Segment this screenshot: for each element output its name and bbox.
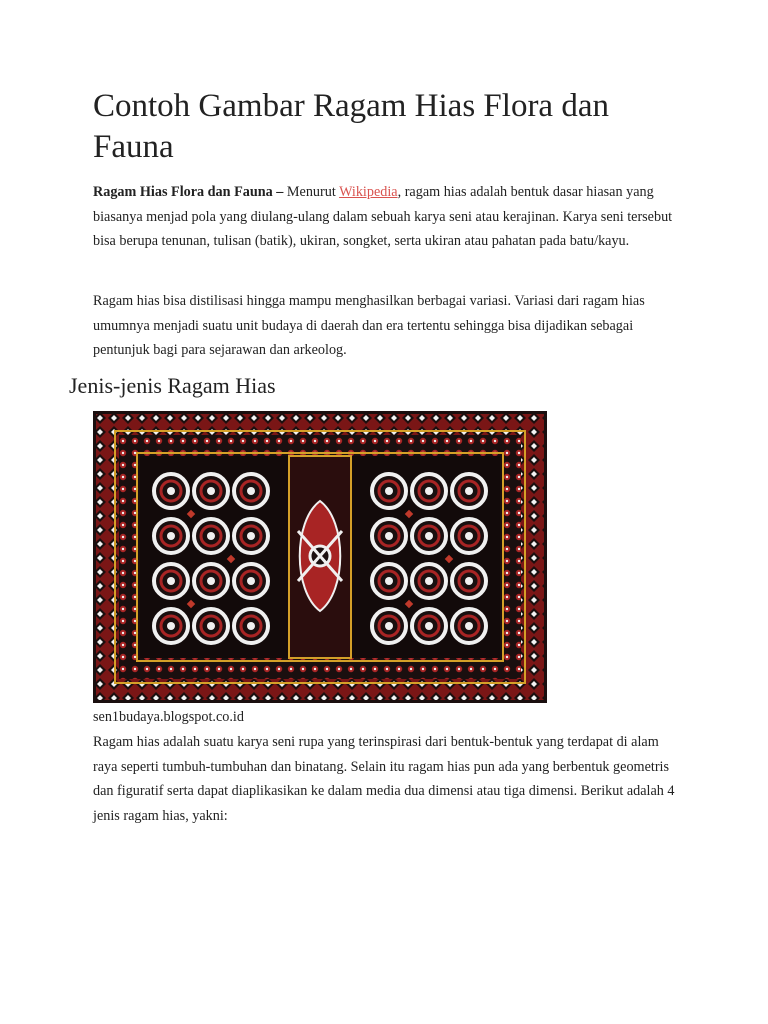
image-caption: sen1budaya.blogspot.co.id	[93, 709, 244, 725]
wikipedia-link[interactable]: Wikipedia	[339, 184, 398, 200]
page-title: Contoh Gambar Ragam Hias Flora dan Fauna	[93, 88, 609, 165]
intro-paragraph	[93, 180, 683, 254]
paragraph-3: Ragam hias adalah suatu karya seni rupa yang terinspirasi dari bentuk-bentuk yang terdapat di alam raya seperti tumbuh-tumbuhan dan binatang. Selain itu ragam hias pun ada yang berbentuk geometris dan figuratif serta dapat diaplikasikan ke dalam media dua dimensi atau tiga dimensi. Berikut adalah 4 jenis ragam hias, yakni:	[93, 734, 675, 824]
ornament-pattern-image	[93, 411, 547, 703]
paragraph-2: Ragam hias bisa distilisasi hingga mampu menghasilkan berbagai variasi. Variasi dari ragam hias umumnya menjadi suatu unit budaya di daerah dan era tertentu sehingga bisa dijadikan sebagai pentunjuk bagi para sejarawan dan arkeolog.	[93, 293, 645, 358]
intro-text-after-link: , ragam hias adalah bentuk dasar hiasan yang biasanya menjad pola yang diulang-ulang dalam sebuah karya seni atau kerajinan. Karya seni tersebut bisa berupa tenunan, tulisan (batik), ukiran, songket, serta ukiran atau pahatan pada batu/kayu.	[93, 184, 673, 249]
intro-text-before-link: Menurut	[283, 184, 340, 200]
section-heading: Jenis-jenis Ragam Hias	[69, 373, 276, 398]
intro-lead: Ragam Hias Flora dan Fauna –	[93, 184, 284, 200]
